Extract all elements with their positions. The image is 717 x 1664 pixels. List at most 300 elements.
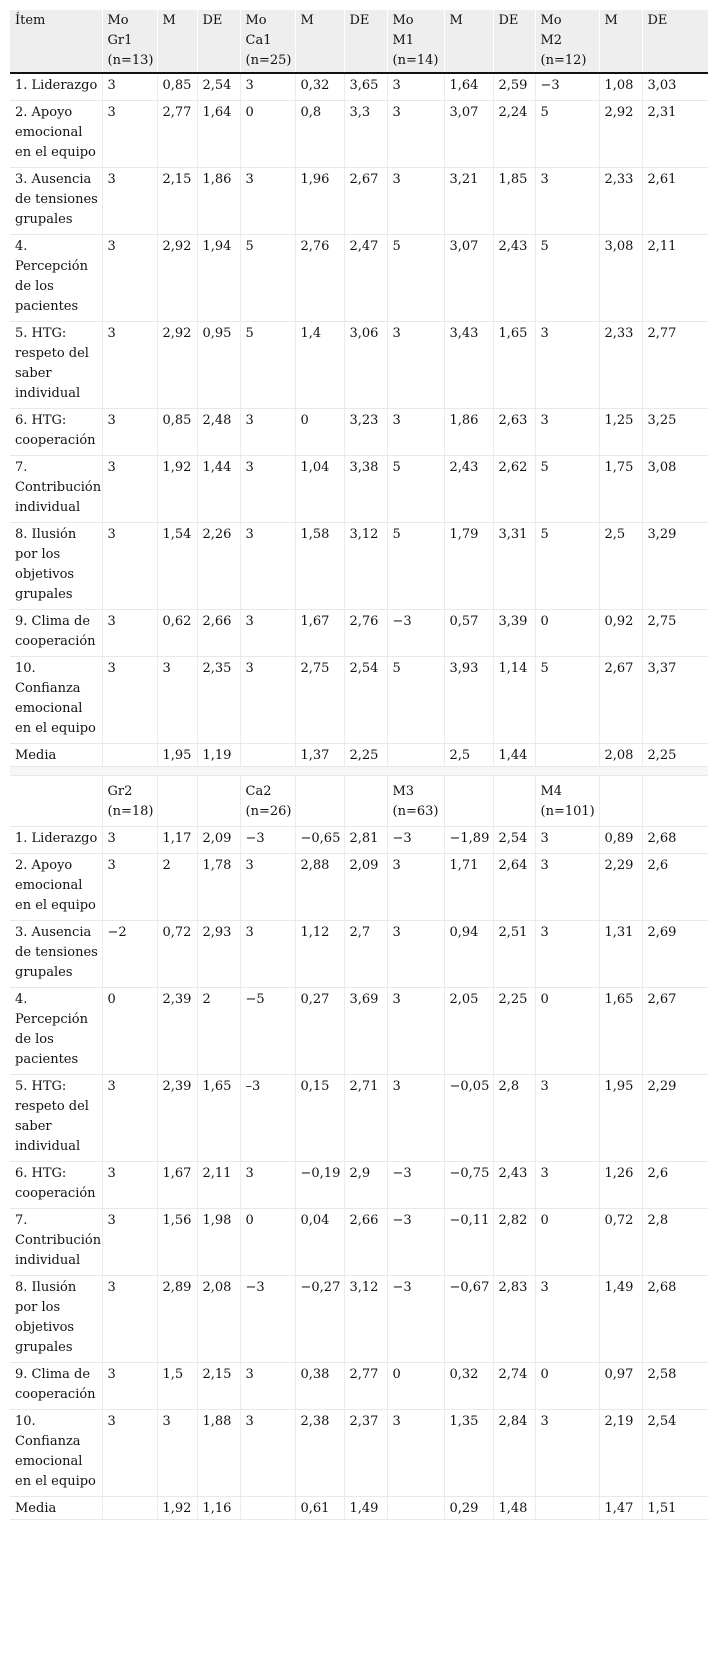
table-cell: 1,25 [599,409,642,456]
table-row [10,854,708,921]
table-row [10,1410,708,1497]
table-row [10,168,708,235]
table-cell: 3 [102,168,157,235]
table-body [10,73,708,1520]
table-cell: 3 [102,1410,157,1497]
table-cell: 3 [102,523,157,610]
table-cell: 2,67 [642,988,708,1075]
table-cell: 2,25 [642,744,708,767]
table-cell: 2,39 [157,988,197,1075]
table-cell: 1,08 [599,73,642,101]
table-cell: −0,19 [295,1162,344,1209]
table-cell: 2,93 [197,921,240,988]
table-cell: 1,56 [157,1209,197,1276]
table-cell: 1,65 [197,1075,240,1162]
table-cell: 5 [387,657,444,744]
table-cell: 3 [157,657,197,744]
table-cell: 3 [240,456,295,523]
table-cell: 3 [102,1162,157,1209]
table-cell: 2,68 [642,827,708,854]
table-cell: 2,33 [599,322,642,409]
table-cell: 2,92 [157,235,197,322]
table-cell: 3 [240,409,295,456]
table-cell: 1,5 [157,1363,197,1410]
table-cell: 1,12 [295,921,344,988]
table-cell: −3 [240,827,295,854]
table-cell: 1,19 [197,744,240,767]
column-header: M [599,10,642,73]
table-cell [387,744,444,767]
table-row [10,322,708,409]
table-cell: 3 [102,1075,157,1162]
table-cell: 3 [102,322,157,409]
table-cell: 1,37 [295,744,344,767]
table-cell: 2,43 [493,1162,535,1209]
table-cell: 3 [102,235,157,322]
table-cell: 2,8 [493,1075,535,1162]
table-cell: 3,93 [444,657,493,744]
item-label: 5. HTG: respeto del saber individual [10,322,102,409]
table-cell: 2,74 [493,1363,535,1410]
table-cell [535,744,599,767]
table-cell: 1,86 [197,168,240,235]
table-cell: 2,51 [493,921,535,988]
table-cell: −1,89 [444,827,493,854]
group-header: M3 (n=63) [387,776,444,827]
table-row [10,610,708,657]
table-cell: 2,5 [599,523,642,610]
item-label: 10. Confianza emocional en el equipo [10,657,102,744]
table-cell [387,1497,444,1520]
table-cell: 1,67 [295,610,344,657]
table-cell: 2,69 [642,921,708,988]
table-cell: 0,29 [444,1497,493,1520]
table-cell: 1,96 [295,168,344,235]
subheader-row [10,776,708,827]
table-row [10,1497,708,1520]
table-cell: 1,92 [157,456,197,523]
group-header: M4 (n=101) [535,776,599,827]
table-cell: 2,5 [444,744,493,767]
table-cell: 5 [535,101,599,168]
table-cell: 2,82 [493,1209,535,1276]
table-cell: 3 [240,921,295,988]
table-cell: 3,08 [599,235,642,322]
table-cell: 3 [102,827,157,854]
table-cell: 1,65 [599,988,642,1075]
table-row [10,456,708,523]
table-cell: −0,05 [444,1075,493,1162]
table-cell: 3 [387,921,444,988]
table-cell: 2,92 [157,322,197,409]
header-row [10,10,708,73]
column-header: M [444,10,493,73]
table-row [10,988,708,1075]
table-cell: −3 [535,73,599,101]
table-cell: 2,05 [444,988,493,1075]
table-cell: 5 [535,235,599,322]
table-row [10,1276,708,1363]
table-cell: 1,98 [197,1209,240,1276]
table-cell: 1,58 [295,523,344,610]
table-cell: 3 [102,1209,157,1276]
table-cell: 0,38 [295,1363,344,1410]
item-label: Media [10,1497,102,1520]
table-cell: 3 [102,409,157,456]
table-cell: 0 [535,610,599,657]
item-label: 3. Ausencia de tensiones grupales [10,921,102,988]
table-cell: 0,57 [444,610,493,657]
table-cell: 2,59 [493,73,535,101]
table-row [10,101,708,168]
table-cell: 2,71 [344,1075,387,1162]
table-cell: 3 [387,854,444,921]
table-cell: 2,54 [493,827,535,854]
table-cell: 2,77 [642,322,708,409]
table-cell: −3 [387,1209,444,1276]
table-cell: 5 [240,322,295,409]
column-header: DE [197,10,240,73]
table-cell: −0,75 [444,1162,493,1209]
table-cell: 3 [240,854,295,921]
table-cell: 2,76 [344,610,387,657]
table-cell: 5 [240,235,295,322]
table-cell: 2,08 [197,1276,240,1363]
results-table [10,10,708,1520]
table-cell: 2,77 [157,101,197,168]
table-row [10,827,708,854]
table-cell: 3,21 [444,168,493,235]
table-cell: 2,6 [642,854,708,921]
table-cell: 3,38 [344,456,387,523]
table-cell: 3 [240,1410,295,1497]
table-cell: 1,95 [599,1075,642,1162]
table-cell: 2,89 [157,1276,197,1363]
table-cell: 2,81 [344,827,387,854]
table-cell: −3 [240,1276,295,1363]
table-cell: 1,64 [444,73,493,101]
table-cell: 2 [197,988,240,1075]
item-label: Media [10,744,102,767]
table-cell: 3,31 [493,523,535,610]
table-cell: 3 [240,523,295,610]
column-header: DE [493,10,535,73]
table-cell: 3 [535,1410,599,1497]
table-cell: 2,25 [493,988,535,1075]
item-label: 2. Apoyo emocional en el equipo [10,854,102,921]
group-header [344,776,387,827]
table-cell: 3 [102,610,157,657]
table-cell: 2,92 [599,101,642,168]
table-cell: 1,67 [157,1162,197,1209]
table-cell: 1,31 [599,921,642,988]
group-header [493,776,535,827]
table-row [10,1162,708,1209]
table-cell [240,1497,295,1520]
table-cell: 1,75 [599,456,642,523]
table-cell: 3,37 [642,657,708,744]
item-label: 1. Liderazgo [10,827,102,854]
table-cell: 0,85 [157,409,197,456]
group-header [599,776,642,827]
table-cell [535,1497,599,1520]
table-cell: 3 [535,168,599,235]
table-cell: 0,04 [295,1209,344,1276]
table-cell: 5 [387,523,444,610]
table-cell: 1,86 [444,409,493,456]
table-cell: 2,75 [642,610,708,657]
table-cell: 1,95 [157,744,197,767]
table-cell: 1,49 [344,1497,387,1520]
table-cell: 1,35 [444,1410,493,1497]
table-cell: 2,29 [599,854,642,921]
table-cell: 0,32 [444,1363,493,1410]
table-cell: 2,77 [344,1363,387,1410]
table-cell: 1,48 [493,1497,535,1520]
item-label: 9. Clima de cooperación [10,610,102,657]
table-cell: 2,09 [197,827,240,854]
table-cell: 1,54 [157,523,197,610]
column-header: Mo M1 (n=14) [387,10,444,73]
table-cell: 3 [240,1363,295,1410]
table-cell: 3 [102,1276,157,1363]
table-cell: 1,71 [444,854,493,921]
table-row [10,921,708,988]
table-cell: 1,51 [642,1497,708,1520]
table-cell [102,744,157,767]
table-cell: 2,33 [599,168,642,235]
table-cell: 2,64 [493,854,535,921]
table-cell: 0,72 [599,1209,642,1276]
table-cell: 3 [535,827,599,854]
table-cell: 2,9 [344,1162,387,1209]
table-cell: 2,88 [295,854,344,921]
table-cell: 2,54 [344,657,387,744]
table-cell: 3 [387,1075,444,1162]
table-cell: 2,48 [197,409,240,456]
table-cell: 3 [102,73,157,101]
table-cell: 3,65 [344,73,387,101]
table-cell: 0 [387,1363,444,1410]
table-cell: 3 [387,1410,444,1497]
table-cell: 3,06 [344,322,387,409]
table-cell: 2,15 [197,1363,240,1410]
table-cell: 3,25 [642,409,708,456]
table-cell: 2,76 [295,235,344,322]
table-cell: 2 [157,854,197,921]
column-header: Mo Ca1 (n=25) [240,10,295,73]
table-cell: 1,94 [197,235,240,322]
table-cell: 1,49 [599,1276,642,1363]
table-cell: −5 [240,988,295,1075]
table-cell: 0,8 [295,101,344,168]
table-cell: 2,67 [344,168,387,235]
table-row [10,1363,708,1410]
table-cell: 2,54 [197,73,240,101]
group-header [10,776,102,827]
item-label: 2. Apoyo emocional en el equipo [10,101,102,168]
table-cell: 2,19 [599,1410,642,1497]
table-cell: 3,23 [344,409,387,456]
table-header [10,10,708,73]
table-cell: 2,58 [642,1363,708,1410]
table-cell: 3 [535,921,599,988]
table-cell: 1,17 [157,827,197,854]
table-cell: −0,27 [295,1276,344,1363]
table-cell: 5 [535,456,599,523]
table-cell: 5 [535,523,599,610]
table-cell: 3 [240,1162,295,1209]
table-cell: 3,07 [444,101,493,168]
table-cell: 2,67 [599,657,642,744]
table-cell: 0,95 [197,322,240,409]
table-cell: 3 [387,168,444,235]
table-cell: 3 [387,988,444,1075]
table-cell: 0,15 [295,1075,344,1162]
table-cell: 3 [535,1075,599,1162]
group-header [157,776,197,827]
table-cell: 3 [102,101,157,168]
table-cell: 0 [240,101,295,168]
table-cell: −0,67 [444,1276,493,1363]
column-header: DE [344,10,387,73]
group-header [295,776,344,827]
table-cell: 1,44 [197,456,240,523]
results-table-container [10,10,708,1520]
item-label: 3. Ausencia de tensiones grupales [10,168,102,235]
table-cell: 2,47 [344,235,387,322]
table-cell: 3 [387,101,444,168]
table-cell: 3 [102,456,157,523]
table-cell: 3 [102,854,157,921]
table-cell: 0 [535,1209,599,1276]
table-cell: 1,26 [599,1162,642,1209]
table-cell: 3,08 [642,456,708,523]
item-label: 4. Percepción de los pacientes [10,235,102,322]
item-label: 8. Ilusión por los objetivos grupales [10,523,102,610]
table-cell: 0 [535,988,599,1075]
table-cell: 2,43 [493,235,535,322]
table-cell: 3 [535,1276,599,1363]
group-header [197,776,240,827]
section-gap-cell [10,767,708,776]
table-cell: 3,12 [344,523,387,610]
table-cell: 0,61 [295,1497,344,1520]
table-cell: 0,94 [444,921,493,988]
table-cell: 1,64 [197,101,240,168]
table-cell: 3 [102,657,157,744]
table-cell: 2,43 [444,456,493,523]
table-cell: 2,61 [642,168,708,235]
table-cell: 2,62 [493,456,535,523]
table-cell: 0 [535,1363,599,1410]
table-cell: 0,32 [295,73,344,101]
table-cell: 2,15 [157,168,197,235]
table-cell: −3 [387,827,444,854]
table-cell: 3 [240,610,295,657]
table-cell: 5 [387,235,444,322]
item-label: 10. Confianza emocional en el equipo [10,1410,102,1497]
table-cell: 1,4 [295,322,344,409]
table-cell: 3 [535,1162,599,1209]
group-header [642,776,708,827]
table-cell: 2,08 [599,744,642,767]
table-cell: 3 [157,1410,197,1497]
item-label: 6. HTG: cooperación [10,409,102,456]
table-row [10,657,708,744]
table-cell: 1,88 [197,1410,240,1497]
table-cell: 1,85 [493,168,535,235]
table-cell: 2,09 [344,854,387,921]
table-cell: –3 [240,1075,295,1162]
table-cell: 3 [240,73,295,101]
column-header: Mo Gr1 (n=13) [102,10,157,73]
column-header: DE [642,10,708,73]
table-cell: 3 [387,409,444,456]
column-header: Mo M2 (n=12) [535,10,599,73]
item-label: 7. Contribución individual [10,456,102,523]
table-row [10,1209,708,1276]
table-cell: 0,62 [157,610,197,657]
table-cell: 3,07 [444,235,493,322]
table-cell: 0,85 [157,73,197,101]
table-cell: 0,97 [599,1363,642,1410]
table-row [10,744,708,767]
table-row [10,235,708,322]
table-cell: 1,14 [493,657,535,744]
table-cell: −0,11 [444,1209,493,1276]
table-cell: −2 [102,921,157,988]
table-cell: 3,39 [493,610,535,657]
table-cell: 2,75 [295,657,344,744]
table-cell: 3,12 [344,1276,387,1363]
table-cell: 2,38 [295,1410,344,1497]
section-gap [10,767,708,776]
table-cell: 2,24 [493,101,535,168]
table-cell: 5 [387,456,444,523]
group-header [444,776,493,827]
table-cell: 0 [295,409,344,456]
table-cell: 3,29 [642,523,708,610]
item-label: 4. Percepción de los pacientes [10,988,102,1075]
item-label: 1. Liderazgo [10,73,102,101]
table-cell: 0 [102,988,157,1075]
table-cell: 0,72 [157,921,197,988]
table-cell: 3 [535,409,599,456]
table-cell: 2,11 [197,1162,240,1209]
table-cell: 3,69 [344,988,387,1075]
table-cell: 2,39 [157,1075,197,1162]
table-cell: 2,83 [493,1276,535,1363]
group-header: Gr2 (n=18) [102,776,157,827]
table-cell: −0,65 [295,827,344,854]
table-cell: 2,6 [642,1162,708,1209]
column-header: M [295,10,344,73]
table-cell: 0 [240,1209,295,1276]
table-cell: 2,11 [642,235,708,322]
table-cell: 0,27 [295,988,344,1075]
table-cell: 2,68 [642,1276,708,1363]
table-row [10,1075,708,1162]
table-cell: 0,92 [599,610,642,657]
table-cell: 3 [535,854,599,921]
table-row [10,409,708,456]
table-cell: 3 [240,657,295,744]
table-cell: 2,66 [344,1209,387,1276]
table-cell: 3 [535,322,599,409]
group-header: Ca2 (n=26) [240,776,295,827]
table-cell: 3 [387,322,444,409]
